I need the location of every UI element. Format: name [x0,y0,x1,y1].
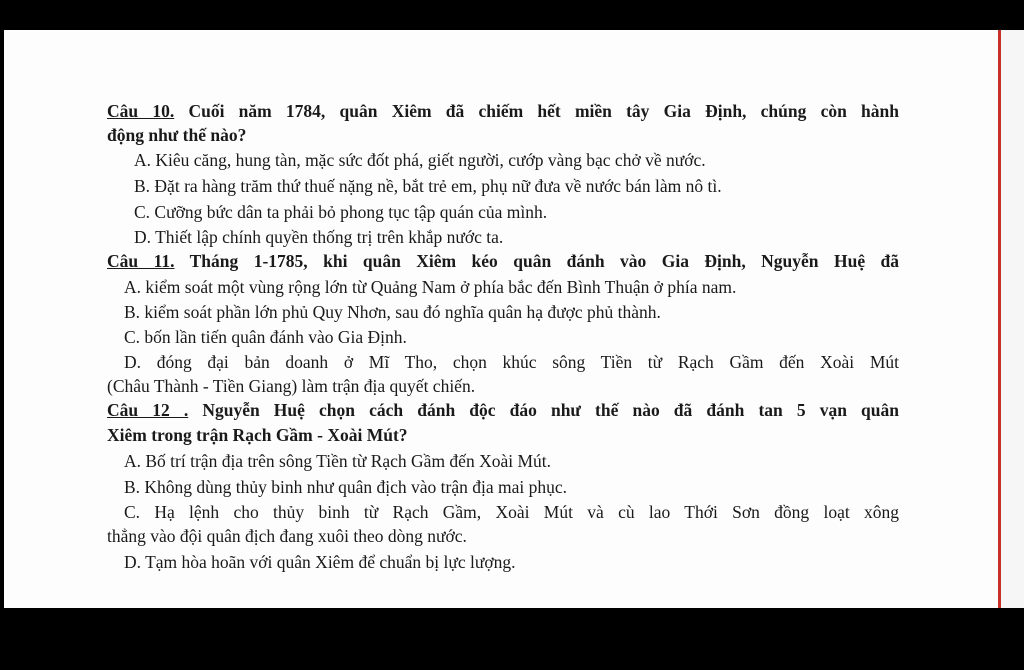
question-12-option-c-cont: thẳng vào đội quân địch đang xuôi theo dòng nước. [107,526,467,546]
question-10-option-c: C. Cưỡng bức dân ta phải bỏ phong tục tập quán của mình. [134,202,548,222]
question-10-stem-line1 [107,100,899,122]
question-10-text: Cuối năm 1784, quân Xiêm đã chiếm hết miền tây Gia Định, chúng còn hành [188,101,900,121]
question-12-stem-line1 [107,399,899,421]
question-12-option-a: A. Bố trí trận địa trên sông Tiền từ Rạch Gầm đến Xoài Mút. [124,451,552,471]
question-11-option-a: A. kiểm soát một vùng rộng lớn từ Quảng Nam ở phía bắc đến Bình Thuận ở phía nam. [124,277,737,297]
question-11-stem-line1 [107,250,899,272]
question-10-option-b: B. Đặt ra hàng trăm thứ thuế nặng nề, bắt trẻ em, phụ nữ đưa về nước bán làm nô tì. [134,176,722,196]
question-12-stem-line2: Xiêm trong trận Rạch Gầm - Xoài Mút? [107,425,408,445]
question-11-text: Tháng 1-1785, khi quân Xiêm kéo quân đánh vào Gia Định, Nguyễn Huệ đã [189,251,900,271]
question-11-option-d [124,351,899,373]
question-12-number: Câu 12 . [107,400,189,420]
question-12-option-d: D. Tạm hòa hoãn với quân Xiêm để chuẩn bị lực lượng. [124,552,516,572]
question-10-number: Câu 10. [107,101,175,121]
document-sheet [4,30,1000,608]
question-12-option-c-text: C. Hạ lệnh cho thủy binh từ Rạch Gầm, Xoài Mút và cù lao Thới Sơn đồng loạt xông [124,502,899,522]
question-11-option-b: B. kiểm soát phần lớn phủ Quy Nhơn, sau đó nghĩa quân hạ được phủ thành. [124,302,661,322]
question-11-option-d-cont: (Châu Thành - Tiền Giang) làm trận địa quyết chiến. [107,376,476,396]
question-10-stem-line2: động như thế nào? [107,125,247,145]
question-10-option-d: D. Thiết lập chính quyền thống trị trên khắp nước ta. [134,227,504,247]
question-11-option-d-text: D. đóng đại bản doanh ở Mĩ Tho, chọn khúc sông Tiền từ Rạch Gầm đến Xoài Mút [124,352,899,372]
question-10-option-a: A. Kiêu căng, hung tàn, mặc sức đốt phá, giết người, cướp vàng bạc chở về nước. [134,150,706,170]
quiz-text [4,30,1000,608]
question-12-option-c [124,501,899,523]
question-11-option-c: C. bốn lần tiến quân đánh vào Gia Định. [124,327,407,347]
question-12-option-b: B. Không dùng thủy binh như quân địch vào trận địa mai phục. [124,477,568,497]
question-12-text: Nguyễn Huệ chọn cách đánh độc đáo như thế nào đã đánh tan 5 vạn quân [202,400,900,420]
page-edge [1001,30,1024,608]
question-11-number: Câu 11. [107,251,175,271]
